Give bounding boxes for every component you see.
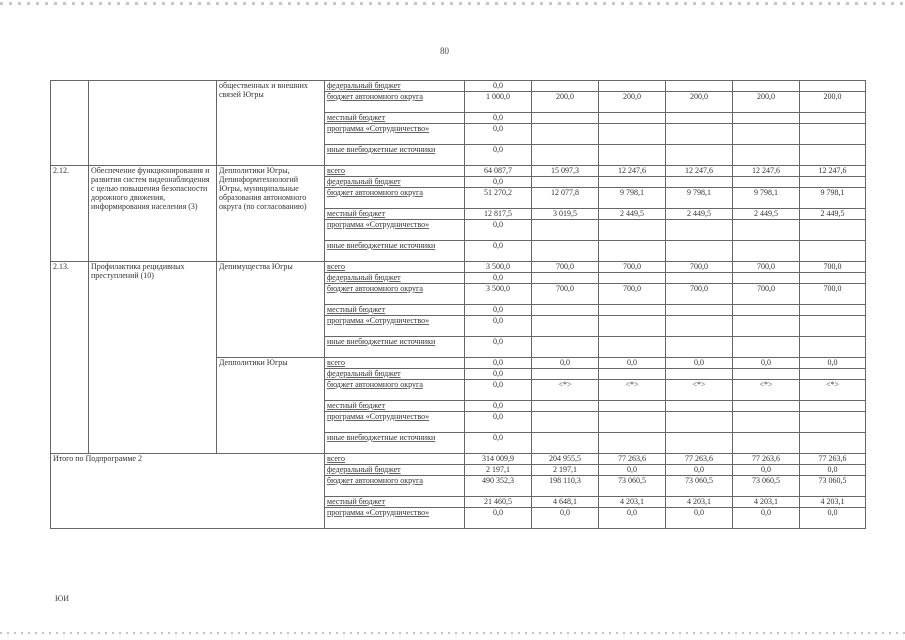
year-value [599,369,666,380]
year-value: 700,0 [800,284,866,305]
year-value [599,305,666,316]
year-value: 198 110,3 [532,476,599,497]
year-value [532,273,599,284]
year-value [800,124,866,145]
year-value: 700,0 [666,262,733,273]
year-value [532,305,599,316]
funding-source: местный бюджет [325,305,465,316]
year-value [666,412,733,433]
year-value [800,401,866,412]
year-value: 200,0 [733,92,800,113]
year-value: 700,0 [733,262,800,273]
year-value: 0,0 [733,465,800,476]
year-value [733,241,800,262]
year-value: 12 247,6 [599,166,666,177]
year-value: 0,0 [532,358,599,369]
total-value: 3 500,0 [465,284,532,305]
year-value [800,433,866,454]
year-value [733,113,800,124]
item-name: Профилактика рецидивных преступлений (10) [89,262,217,454]
budget-sheet [50,80,865,568]
funding-source: федеральный бюджет [325,465,465,476]
year-value: 200,0 [666,92,733,113]
year-value: 0,0 [599,358,666,369]
year-value [599,145,666,166]
funding-source: иные внебюджетные источники [325,337,465,358]
funding-source: всего [325,166,465,177]
year-value: 0,0 [800,465,866,476]
year-value: 0,0 [800,358,866,369]
year-value [800,316,866,337]
year-value [733,81,800,92]
budget-table [50,80,866,529]
year-value [800,273,866,284]
year-value [800,241,866,262]
funding-source: программа «Сотрудничество» [325,316,465,337]
year-value: 12 247,6 [666,166,733,177]
funding-source: программа «Сотрудничество» [325,508,465,529]
total-value: 0,0 [465,380,532,401]
year-value [666,316,733,337]
scan-artifact-top [0,2,905,5]
year-value [532,241,599,262]
funding-source: федеральный бюджет [325,369,465,380]
year-value [800,113,866,124]
table-row [51,454,866,465]
year-value [800,369,866,380]
year-value [733,337,800,358]
funding-source: всего [325,454,465,465]
year-value [666,177,733,188]
year-value: 3 019,5 [532,209,599,220]
total-value: 0,0 [465,113,532,124]
year-value [733,433,800,454]
year-value: 77 263,6 [800,454,866,465]
year-value: 77 263,6 [733,454,800,465]
total-value: 0,0 [465,433,532,454]
year-value: 0,0 [666,358,733,369]
year-value [666,124,733,145]
year-value [733,412,800,433]
year-value: 12 247,6 [800,166,866,177]
total-value: 0,0 [465,241,532,262]
year-value: 9 798,1 [666,188,733,209]
year-value [733,220,800,241]
year-value [666,81,733,92]
funding-source: иные внебюджетные источники [325,433,465,454]
total-value: 0,0 [465,337,532,358]
total-value: 64 087,7 [465,166,532,177]
footer-mark: ЮИ [55,594,69,603]
year-value [599,113,666,124]
year-value [733,401,800,412]
year-value [800,177,866,188]
year-value: 2 449,5 [599,209,666,220]
year-value: 204 955,5 [532,454,599,465]
year-value: 73 060,5 [733,476,800,497]
funding-source: местный бюджет [325,209,465,220]
year-value: 77 263,6 [666,454,733,465]
total-value: 3 500,0 [465,262,532,273]
item-name: Обеспечение функционирования и развития систем видеонаблюдения с целью повышения безопасности дорожного движения, информирования населения (3) [89,166,217,262]
year-value [532,145,599,166]
year-value [666,220,733,241]
year-value: 200,0 [532,92,599,113]
year-value: 700,0 [733,284,800,305]
year-value: 9 798,1 [599,188,666,209]
funding-source: федеральный бюджет [325,273,465,284]
executor: Депимущества Югры [217,262,325,358]
year-value: 0,0 [800,508,866,529]
year-value [532,177,599,188]
summary-label: Итого по Подпрограмме 2 [51,454,325,529]
year-value [733,369,800,380]
year-value [666,369,733,380]
year-value [733,305,800,316]
year-value: 15 097,3 [532,166,599,177]
year-value [599,273,666,284]
year-value [800,220,866,241]
total-value: 21 460,5 [465,497,532,508]
funding-source: федеральный бюджет [325,81,465,92]
total-value: 0,0 [465,145,532,166]
year-value [800,305,866,316]
year-value [800,81,866,92]
executor: Депполитики Югры [217,358,325,454]
year-value [599,412,666,433]
item-number [51,81,89,166]
funding-source: программа «Сотрудничество» [325,220,465,241]
item-number: 2.13. [51,262,89,454]
year-value [733,177,800,188]
year-value [666,401,733,412]
year-value [599,81,666,92]
year-value [666,305,733,316]
year-value: <*> [733,380,800,401]
year-value: 73 060,5 [599,476,666,497]
year-value [599,220,666,241]
total-value: 314 009,9 [465,454,532,465]
scan-artifact-bottom [0,632,905,634]
total-value: 0,0 [465,273,532,284]
funding-source: местный бюджет [325,497,465,508]
year-value: <*> [666,380,733,401]
year-value: 200,0 [800,92,866,113]
year-value [532,113,599,124]
year-value: 0,0 [532,508,599,529]
funding-source: бюджет автономного округа [325,476,465,497]
year-value: <*> [532,380,599,401]
year-value [666,241,733,262]
year-value: 700,0 [800,262,866,273]
year-value: 200,0 [599,92,666,113]
year-value [666,145,733,166]
year-value [733,124,800,145]
year-value [532,412,599,433]
year-value [800,337,866,358]
year-value: 700,0 [599,284,666,305]
year-value: 4 203,1 [599,497,666,508]
year-value [666,113,733,124]
table-row [51,262,866,273]
funding-source: местный бюджет [325,113,465,124]
funding-source: бюджет автономного округа [325,188,465,209]
funding-source: бюджет автономного округа [325,284,465,305]
year-value [599,433,666,454]
year-value [666,337,733,358]
funding-source: всего [325,262,465,273]
year-value [532,337,599,358]
item-name [89,81,217,166]
funding-source: всего [325,358,465,369]
total-value: 0,0 [465,316,532,337]
year-value: 0,0 [599,465,666,476]
year-value: 9 798,1 [800,188,866,209]
page-number: 80 [440,46,449,56]
year-value: 700,0 [666,284,733,305]
funding-source: программа «Сотрудничество» [325,124,465,145]
funding-source: иные внебюджетные источники [325,145,465,166]
year-value: <*> [599,380,666,401]
year-value [800,145,866,166]
year-value [733,145,800,166]
year-value: 4 203,1 [666,497,733,508]
funding-source: местный бюджет [325,401,465,412]
year-value [666,433,733,454]
executor: Депполитики Югры, Депинформтехнологий Югры, муниципальные образования автономного округа (по согласованию) [217,166,325,262]
year-value [532,220,599,241]
total-value: 1 000,0 [465,92,532,113]
total-value: 490 352,3 [465,476,532,497]
year-value [532,433,599,454]
year-value: 73 060,5 [666,476,733,497]
total-value: 0,0 [465,401,532,412]
funding-source: федеральный бюджет [325,177,465,188]
year-value [666,273,733,284]
year-value [532,316,599,337]
funding-source: бюджет автономного округа [325,380,465,401]
year-value [532,124,599,145]
year-value [599,177,666,188]
total-value: 0,0 [465,508,532,529]
total-value: 0,0 [465,81,532,92]
year-value: 0,0 [733,508,800,529]
year-value [599,337,666,358]
year-value: 4 648,1 [532,497,599,508]
year-value: 2 197,1 [532,465,599,476]
funding-source: иные внебюджетные источники [325,241,465,262]
year-value [599,316,666,337]
year-value: <*> [800,380,866,401]
item-number: 2.12. [51,166,89,262]
year-value [532,401,599,412]
year-value [599,124,666,145]
total-value: 0,0 [465,305,532,316]
year-value: 2 449,5 [666,209,733,220]
year-value [532,369,599,380]
year-value: 12 247,6 [733,166,800,177]
year-value [800,412,866,433]
year-value [532,81,599,92]
year-value: 9 798,1 [733,188,800,209]
year-value: 4 203,1 [733,497,800,508]
year-value [733,316,800,337]
total-value: 0,0 [465,177,532,188]
total-value: 0,0 [465,412,532,433]
total-value: 2 197,1 [465,465,532,476]
table-row [51,166,866,177]
executor: общественных и внешних связей Югры [217,81,325,166]
year-value: 0,0 [733,358,800,369]
year-value: 0,0 [666,465,733,476]
funding-source: бюджет автономного округа [325,92,465,113]
year-value: 2 449,5 [800,209,866,220]
total-value: 0,0 [465,369,532,380]
total-value: 12 817,5 [465,209,532,220]
table-row [51,81,866,92]
year-value: 0,0 [666,508,733,529]
funding-source: программа «Сотрудничество» [325,412,465,433]
year-value [599,241,666,262]
year-value [733,273,800,284]
year-value: 4 203,1 [800,497,866,508]
total-value: 0,0 [465,124,532,145]
total-value: 51 270,2 [465,188,532,209]
year-value: 700,0 [599,262,666,273]
total-value: 0,0 [465,358,532,369]
total-value: 0,0 [465,220,532,241]
year-value: 700,0 [532,262,599,273]
year-value: 2 449,5 [733,209,800,220]
year-value: 0,0 [599,508,666,529]
year-value [599,401,666,412]
year-value: 77 263,6 [599,454,666,465]
year-value: 700,0 [532,284,599,305]
year-value: 73 060,5 [800,476,866,497]
year-value: 12 077,8 [532,188,599,209]
